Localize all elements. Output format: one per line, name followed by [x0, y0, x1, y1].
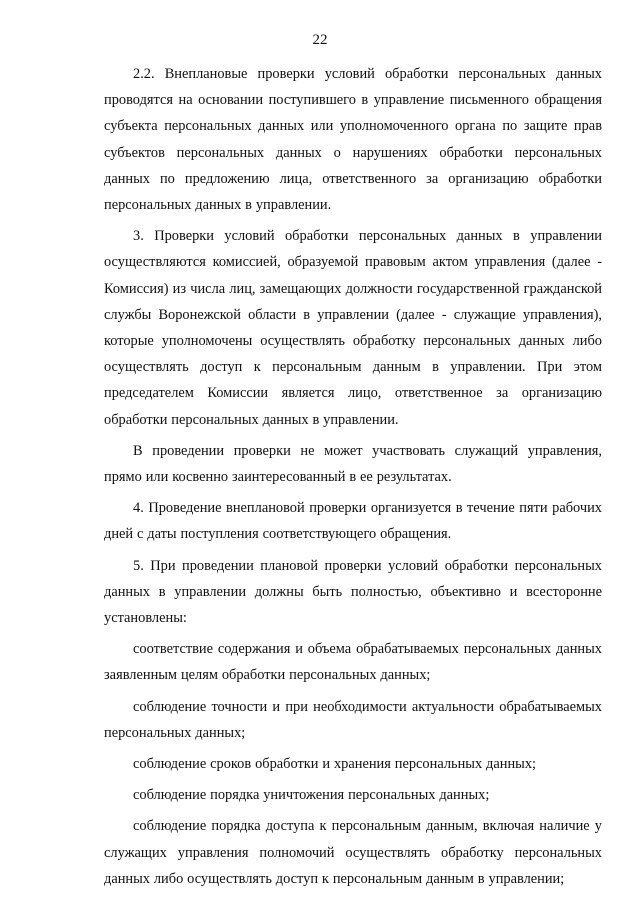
paragraph-3-commission: 3. Проверки условий обработки персональных данных в управлении осуществляются комиссией, образуемой правовым актом управления (далее - Комиссия) из числа лиц, замещающих должности государственной гражданской службы Воронежской области в управлении (далее - служащие управления), которые уполномочены осуществлять обработку персональных данных либо осуществлять доступ к персональным данным в управлении. При этом председателем Комиссии является лицо, ответственное за организацию обработки персональных данных в управлении. — [104, 228, 602, 428]
list-item-destruction-order: соблюдение порядка уничтожения персональных данных; — [133, 787, 490, 804]
list-item-retention-terms: соблюдение сроков обработки и хранения персональных данных; — [133, 756, 537, 773]
list-item-content-volume: соответствие содержания и объема обрабатываемых персональных данных заявленным целям обработки персональных данных; — [104, 641, 602, 684]
list-item-access-order: соблюдение порядка доступа к персональным данным, включая наличие у служащих управления полномочий осуществлять обработку персональных данных либо осуществлять доступ к персональным данным в управлении; — [104, 818, 602, 887]
paragraph-2-2-unscheduled-checks: 2.2. Внеплановые проверки условий обработки персональных данных проводятся на основании поступившего в управление письменного обращения субъекта персональных данных или уполномоченного органа по защите прав субъектов персональных данных о нарушениях обработки персональных данных по предложению лица, ответственного за организацию обработки персональных данных в управлении. — [104, 66, 602, 214]
paragraph-5-scheduled-checks: 5. При проведении плановой проверки условий обработки персональных данных в управлении должны быть полностью, объективно и всесторонне установлены: — [104, 557, 602, 627]
paragraph-conflict-of-interest: В проведении проверки не может участвовать служащий управления, прямо или косвенно заинтересованный в ее результатах. — [104, 442, 602, 486]
list-item-accuracy: соблюдение точности и при необходимости актуальности обрабатываемых персональных данных; — [104, 698, 602, 741]
document-body — [104, 61, 602, 897]
page-number: 22 — [312, 32, 328, 48]
paragraph-4-timing: 4. Проведение внеплановой проверки организуется в течение пяти рабочих дней с даты поступления соответствующего обращения. — [104, 500, 602, 543]
